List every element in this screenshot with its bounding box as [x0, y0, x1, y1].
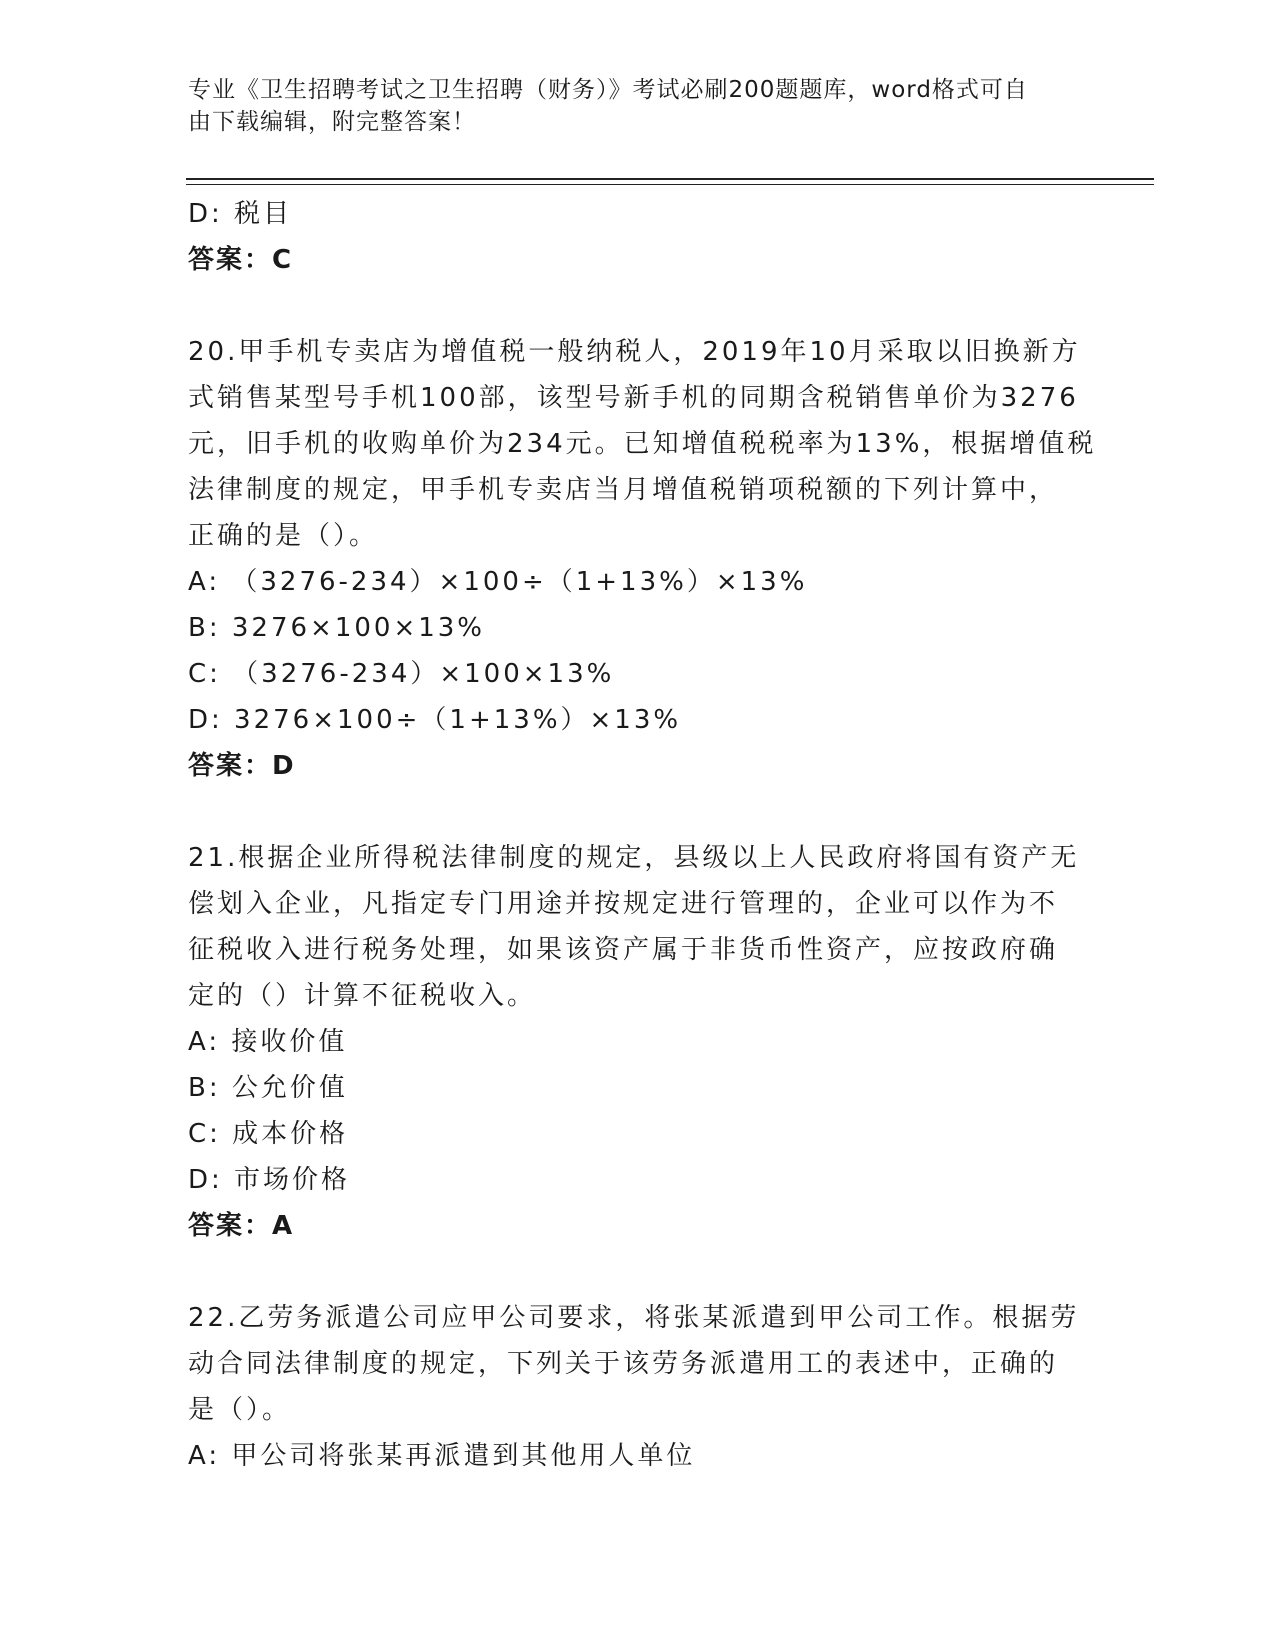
- question-22-line: 22.乙劳务派遣公司应甲公司要求，将张某派遣到甲公司工作。根据劳: [188, 1303, 1080, 1333]
- question-21-line: 21.根据企业所得税法律制度的规定，县级以上人民政府将国有资产无: [188, 843, 1080, 873]
- question-22: [188, 1295, 1078, 1479]
- question-21-line: 定的（）计算不征税收入。: [188, 981, 537, 1011]
- question-20-option-a: A: （3276-234）×100÷（1+13%）×13%: [188, 567, 808, 597]
- header-divider-thin: [186, 184, 1154, 185]
- question-21-line: 偿划入企业，凡指定专门用途并按规定进行管理的，企业可以作为不: [188, 889, 1059, 919]
- question-21-option-c: C: 成本价格: [188, 1119, 349, 1149]
- question-21-option-b: B: 公允价值: [188, 1073, 348, 1103]
- document-header: [188, 74, 1068, 138]
- question-21-answer: 答案：A: [188, 1211, 295, 1241]
- question-20-line: 式销售某型号手机100部，该型号新手机的同期含税销售单价为3276: [188, 383, 1079, 413]
- question-20-answer: 答案：D: [188, 751, 296, 781]
- question-21-line: 征税收入进行税务处理，如果该资产属于非货币性资产，应按政府确: [188, 935, 1059, 965]
- spacer: [188, 789, 1078, 835]
- question-21-option-d: D: 市场价格: [188, 1165, 351, 1195]
- question-20-line: 元，旧手机的收购单价为234元。已知增值税税率为13%，根据增值税: [188, 429, 1097, 459]
- spacer: [188, 1249, 1078, 1295]
- question-20-option-c: C: （3276-234）×100×13%: [188, 659, 615, 689]
- question-20-option-d: D: 3276×100÷（1+13%）×13%: [188, 705, 682, 735]
- question-20-option-b: B: 3276×100×13%: [188, 613, 486, 643]
- document-body: [188, 191, 1097, 1479]
- header-divider-thick: [186, 178, 1154, 180]
- question-20-line: 20.甲手机专卖店为增值税一般纳税人，2019年10月采取以旧换新方: [188, 337, 1081, 367]
- question-21: [188, 835, 1078, 1249]
- question-22-line: 动合同法律制度的规定，下列关于该劳务派遣用工的表述中，正确的: [188, 1349, 1059, 1379]
- question-21-option-a: A: 接收价值: [188, 1027, 348, 1057]
- question-22-line: 是（）。: [188, 1395, 292, 1425]
- question-20: [188, 329, 1097, 789]
- question-20-line: 正确的是（）。: [188, 521, 379, 551]
- question-22-option-a: A: 甲公司将张某再派遣到其他用人单位: [188, 1441, 696, 1471]
- spacer: [188, 283, 1078, 329]
- prev-option-d: D: 税目: [188, 199, 293, 229]
- header-line-2: 由下载编辑，附完整答案！: [188, 109, 476, 135]
- prev-answer: 答案：C: [188, 245, 294, 275]
- header-line-1: 专业《卫生招聘考试之卫生招聘（财务）》考试必刷200题题库，word格式可自: [188, 77, 1028, 103]
- question-20-line: 法律制度的规定，甲手机专卖店当月增值税销项税额的下列计算中，: [188, 475, 1059, 505]
